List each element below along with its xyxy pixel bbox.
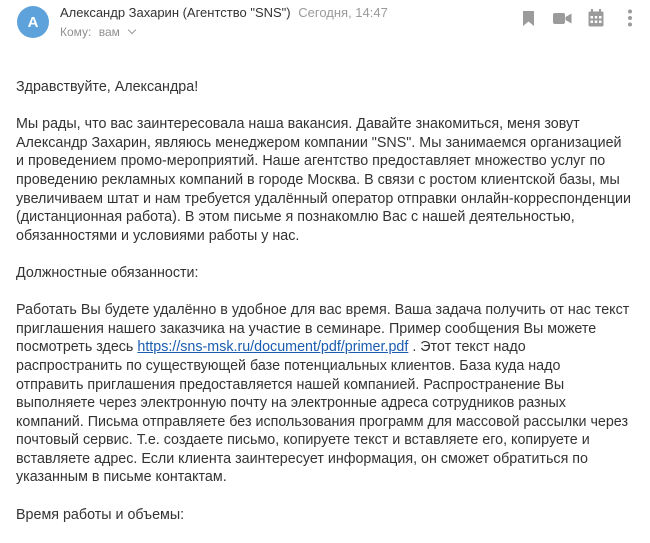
message-actions <box>518 8 640 28</box>
duties-heading: Должностные обязанности: <box>16 264 199 281</box>
duties-paragraph <box>16 301 631 487</box>
intro-paragraph: Мы рады, что вас заинтересовала наша вакансия. Давайте знакомиться, меня зовут Александр Захарин, являюсь менеджером компании "SNS". Мы занимаемся организацией и проведением промо-мероприятий. Наше агентство предоставляет множество услуг по проведению рекламных компаний в городе Москва. В связи с ростом клиентской базы, мы увеличиваем штат и нам требуется удалённый оператор отправки онлайн-корреспонденции (дистанционная работа). В этом письме я познакомлю Вас с нашей деятельностью, обязанностями и условиями работы у нас. <box>16 116 631 244</box>
to-line[interactable] <box>60 25 135 39</box>
more-icon[interactable] <box>620 8 640 28</box>
message-time: Сегодня, 14:47 <box>298 5 388 20</box>
sender-avatar[interactable]: А <box>17 6 49 38</box>
hours-heading: Время работы и объемы: <box>16 506 185 523</box>
sender-name[interactable]: Александр Захарин (Агентство "SNS") <box>60 5 291 20</box>
example-pdf-link[interactable]: https://sns-msk.ru/document/pdf/primer.pdf <box>137 339 409 356</box>
duties-text-after-link: . Этот текст надо распространить по существующей базе потенциальных клиентов. База куда надо отправить приглашения предоставляется нашей компанией. Распространение Вы выполняете через электронную почту на электронные адреса сотрудников разных компаний. Письма отправляете без использования программ для массовой рассылки через почтовый сервис. Т.е. создаете письмо, копируете текст и вставляете его, копируете и вставляете адрес. Если клиента заинтересует информация, он сможет обратиться по указанным в письме контактам. <box>16 339 629 486</box>
bookmark-icon[interactable] <box>518 8 538 28</box>
chevron-down-icon[interactable] <box>128 26 136 34</box>
calendar-icon[interactable] <box>586 8 606 28</box>
message-header <box>0 0 650 50</box>
to-label: Кому: <box>60 25 92 39</box>
greeting: Здравствуйте, Александра! <box>16 79 199 95</box>
from-line <box>60 5 388 20</box>
to-value: вам <box>98 25 120 39</box>
video-icon[interactable] <box>552 8 572 28</box>
message-body <box>16 78 631 543</box>
duties-text-before-link: Работать Вы будете удалённо в удобное для вас время. Ваша задача получить от нас текст приглашения нашего заказчика на участие в семинаре. Пример сообщения Вы можете посмотреть здесь <box>16 302 630 356</box>
